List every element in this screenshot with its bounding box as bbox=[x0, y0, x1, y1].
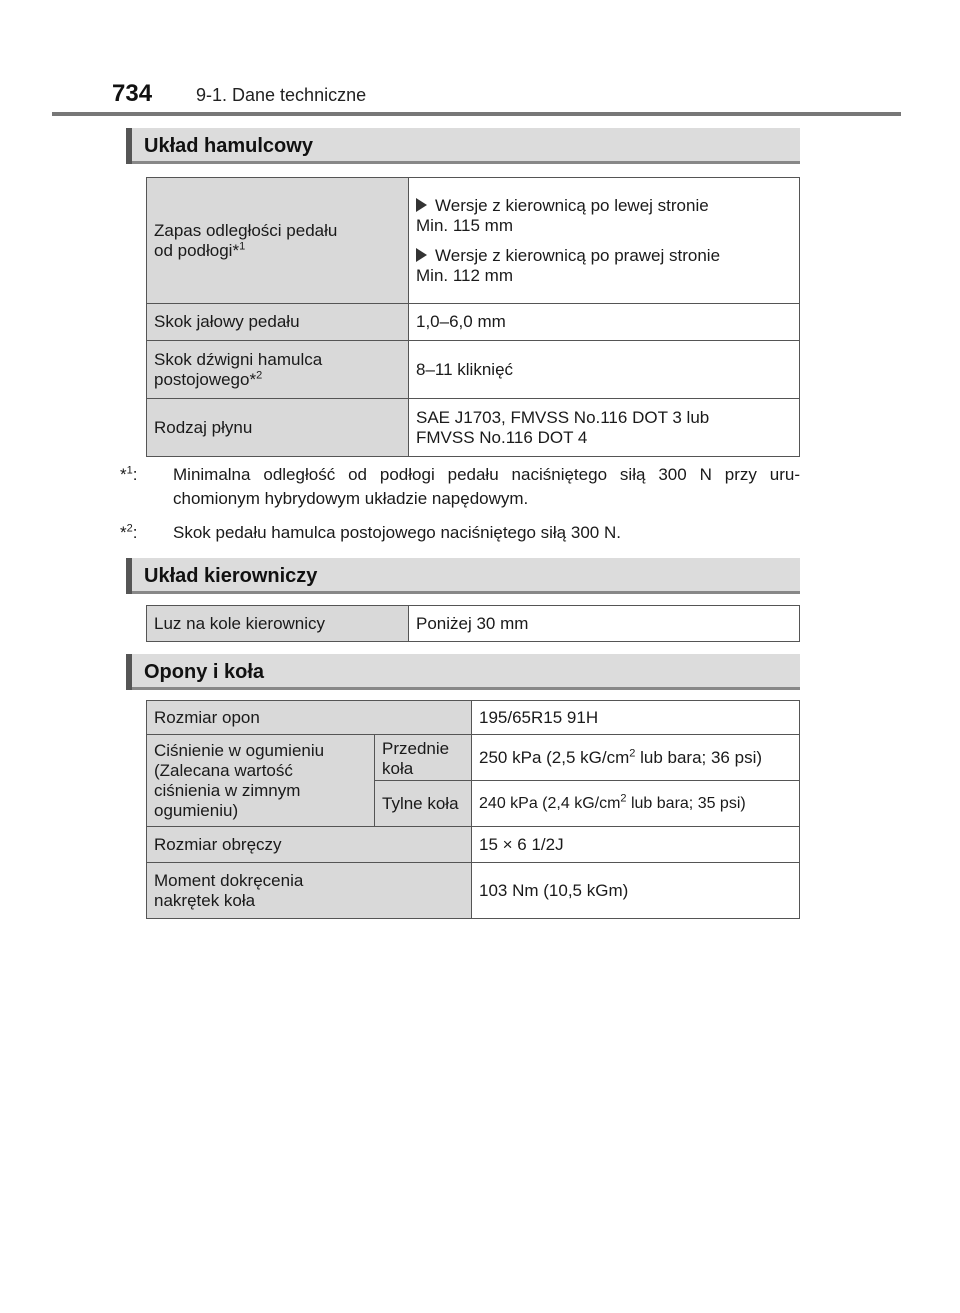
triangle-bullet-icon bbox=[416, 248, 427, 262]
brake-spec-table bbox=[146, 177, 800, 457]
lug-nut-torque-label: Moment dokręcenia nakrętek koła bbox=[147, 863, 472, 919]
table-row bbox=[147, 399, 800, 457]
rear-pressure-value: 240 kPa (2,4 $kG/cm^2$ lub bara; 35 psi) bbox=[472, 781, 800, 827]
front-pressure-value: 250 kPa (2,5 $kG/cm^2$ lub bara; 36 psi) bbox=[472, 735, 800, 781]
tires-spec-table bbox=[146, 700, 800, 919]
floor-clearance-value: Wersje z kierownicą po lewej stronie Min. 115 mm Wersje z kierownicą po prawej stronie Min. 112 mm bbox=[409, 178, 800, 304]
floor-clearance-label: Zapas odległości pedału od podłogi*$^1$ bbox=[147, 178, 409, 304]
section-title: Układ hamulcowy bbox=[144, 135, 313, 157]
rim-size-value: 15 × 6 1/2J bbox=[472, 827, 800, 863]
section-bar bbox=[126, 128, 132, 164]
parking-brake-value: 8–11 kliknięć bbox=[409, 341, 800, 399]
tire-pressure-label: Ciśnienie w ogumieniu (Zalecana wartość ciśnienia w zimnym ogumieniu) bbox=[147, 735, 375, 827]
free-play-label: Skok jałowy pedału bbox=[147, 304, 409, 341]
steering-play-value: Poniżej 30 mm bbox=[409, 606, 800, 642]
table-row bbox=[147, 304, 800, 341]
footnote-2: *$^2$: Skok pedału hamulca postojowego naciśniętego siłą 300 N. bbox=[120, 522, 621, 542]
section-heading-steering bbox=[126, 558, 800, 594]
fluid-value: SAE J1703, FMVSS No.116 DOT 3 lub FMVSS No.116 DOT 4 bbox=[409, 399, 800, 457]
fluid-label: Rodzaj płynu bbox=[147, 399, 409, 457]
table-row bbox=[147, 701, 800, 735]
tire-size-value: 195/65R15 91H bbox=[472, 701, 800, 735]
parking-brake-label: Skok dźwigni hamulca postojowego*$^2$ bbox=[147, 341, 409, 399]
table-row bbox=[147, 863, 800, 919]
table-row bbox=[147, 178, 800, 304]
table-row bbox=[147, 606, 800, 642]
steering-spec-table bbox=[146, 605, 800, 642]
triangle-bullet-icon bbox=[416, 198, 427, 212]
table-row bbox=[147, 827, 800, 863]
rear-wheels-label: Tylne koła bbox=[375, 781, 472, 827]
table-row bbox=[147, 735, 800, 781]
page-number: 734 bbox=[112, 80, 153, 107]
page-header bbox=[112, 80, 366, 108]
steering-play-label: Luz na kole kierownicy bbox=[147, 606, 409, 642]
rim-size-label: Rozmiar obręczy bbox=[147, 827, 472, 863]
table-row bbox=[147, 341, 800, 399]
section-heading-brakes bbox=[126, 128, 800, 164]
footnote-1: *$^1$: Minimalna odległość od podłogi pedału naciśniętego siłą 300 N przy uru-chomionym hybrydowym układzie napędowym. bbox=[120, 464, 800, 508]
chapter-title: 9-1. Dane techniczne bbox=[196, 85, 367, 105]
section-title: Układ kierowniczy bbox=[144, 565, 318, 587]
free-play-value: 1,0–6,0 mm bbox=[409, 304, 800, 341]
section-bar bbox=[126, 558, 132, 594]
section-title: Opony i koła bbox=[144, 661, 265, 683]
tire-size-label: Rozmiar opon bbox=[147, 701, 472, 735]
header-rule bbox=[52, 112, 901, 116]
section-bar bbox=[126, 654, 132, 690]
front-wheels-label: Przednie koła bbox=[375, 735, 472, 781]
lug-nut-torque-value: 103 Nm (10,5 kGm) bbox=[472, 863, 800, 919]
section-heading-tires bbox=[126, 654, 800, 690]
